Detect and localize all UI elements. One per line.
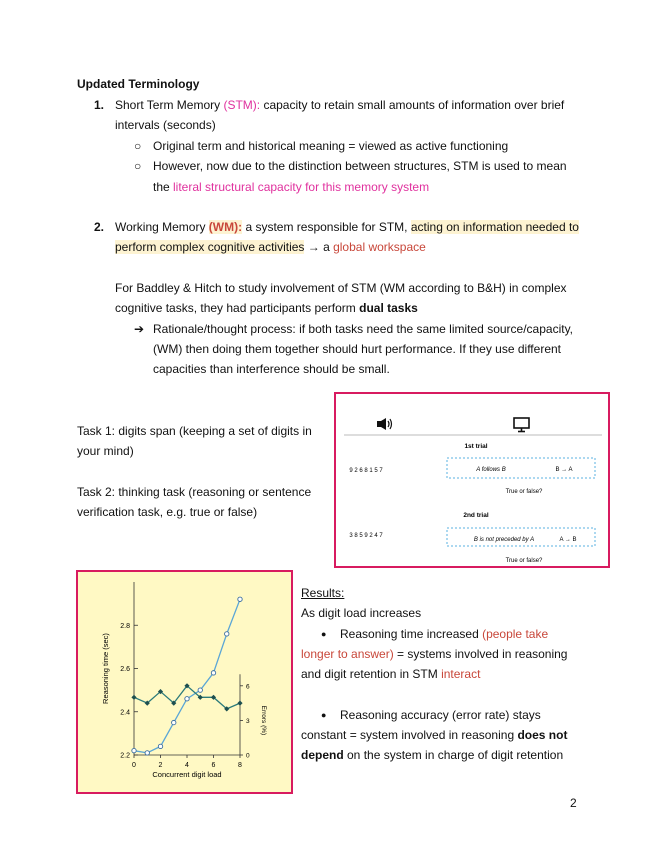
- monitor-icon: [514, 418, 529, 432]
- rationale-1: Rationale/thought process: if both tasks need the same limited source/capacity,: [153, 322, 574, 336]
- results-chart-frame: [76, 570, 293, 794]
- y-axis-label: Reasoning time (sec): [101, 633, 110, 704]
- reasoning-time-line: [134, 599, 240, 753]
- section-heading: Updated Terminology: [77, 77, 200, 91]
- people-take-text: (people take: [482, 627, 549, 641]
- para-line-2-text: cognitive tasks, they had participants perform: [115, 301, 360, 315]
- dual-task-figure: [334, 392, 610, 568]
- para-line-1: For Baddley & Hitch to study involvement of STM (WM according to B&H) in complex: [115, 281, 567, 295]
- x-tick-label: 4: [185, 762, 189, 769]
- list-number-1: 1.: [94, 98, 105, 112]
- true-false-2: True or false?: [505, 558, 543, 564]
- results-b2-line-3: [301, 747, 563, 763]
- true-false-1: True or false?: [505, 489, 543, 495]
- errors-point: [131, 695, 136, 700]
- reasoning-time-point: [198, 688, 202, 692]
- reasoning-time-point: [172, 720, 176, 724]
- results-line-1: As digit load increases: [301, 606, 422, 620]
- wm-definition: [115, 219, 579, 235]
- constant-text: constant = system involved in reasoning: [301, 728, 518, 742]
- digits-2: 3 8 5 9 2 4 7: [349, 533, 383, 539]
- sentence-2b: A → B: [559, 537, 577, 543]
- wm-desc: a system responsible for STM,: [242, 220, 411, 234]
- trial-2-label: 2nd trial: [463, 512, 489, 519]
- does-not-text: does not: [517, 728, 568, 742]
- rationale-2: (WM) then doing them together should hurt performance. If they use different: [153, 342, 561, 356]
- x-tick-label: 8: [238, 762, 242, 769]
- longer-to-answer-text: longer to answer): [301, 647, 394, 661]
- speaker-icon: [377, 418, 392, 430]
- digits-1: 9 2 6 8 1 5 7: [349, 468, 383, 474]
- wm-definition-cont: [115, 239, 426, 255]
- results-bullet-1: ●: [321, 629, 327, 639]
- chart-marks: [131, 597, 242, 755]
- y2-tick-label: 3: [246, 717, 250, 725]
- x-tick-label: 2: [158, 762, 163, 769]
- page-number: 2: [570, 796, 577, 810]
- sub-item-1: Original term and historical meaning = viewed as active functioning: [153, 139, 509, 153]
- task-1-line-1: Task 1: digits span (keeping a set of digits in: [77, 424, 312, 438]
- x-axis-label: Concurrent digit load: [152, 770, 222, 779]
- wm-highlight-1: acting on information needed to: [410, 220, 579, 234]
- y2-axis-label: Errors (%): [260, 705, 267, 736]
- wm-highlight-2: perform complex cognitive activities: [115, 240, 305, 254]
- digit-retention-system-text: on the system in charge of digit retention: [343, 748, 564, 762]
- y-tick-label: 2.2: [120, 752, 130, 760]
- task-1-line-2: your mind): [77, 444, 134, 458]
- y2-tick-label: 6: [246, 683, 250, 691]
- dual-task-svg: [336, 394, 608, 566]
- chart-axes: [101, 582, 267, 779]
- trial-1-label: 1st trial: [464, 443, 488, 450]
- sub-item-2: However, now due to the distinction between structures, STM is used to mean: [153, 159, 567, 173]
- stm-definition: [115, 97, 564, 113]
- results-b2-line-2: [301, 727, 567, 743]
- interact-text: interact: [441, 667, 481, 681]
- results-b2-line-1: Reasoning accuracy (error rate) stays: [340, 708, 541, 722]
- stm-term: Short Term Memory: [115, 98, 224, 112]
- sentence-box-1: [447, 458, 595, 478]
- sub-item-2-pink: literal structural capacity for this memory system: [173, 180, 430, 194]
- rationale-3: capacities than interference should be small.: [153, 362, 390, 376]
- x-tick-label: 0: [132, 762, 136, 769]
- results-b1-line-2: [301, 646, 567, 662]
- y-tick-label: 2.8: [120, 622, 130, 630]
- sub-bullet-2: ○: [134, 159, 142, 173]
- y-tick-label: 2.4: [120, 709, 130, 717]
- sub-item-2-the: the: [153, 180, 174, 194]
- sentence-1a: A follows B: [476, 467, 506, 473]
- stm-desc: capacity to retain small amounts of information over brief: [260, 98, 565, 112]
- reasoning-time-point: [225, 632, 229, 636]
- arrow-bullet: ➔: [134, 322, 145, 336]
- wm-term: Working Memory: [115, 220, 209, 234]
- y-tick-label: 2.6: [120, 666, 130, 673]
- y2-tick-label: 0: [246, 752, 250, 760]
- global-workspace: global workspace: [333, 240, 426, 254]
- sentence-2a: B is not preceded by A: [473, 537, 535, 543]
- results-b1-line-1: [340, 626, 548, 642]
- dual-tasks: dual tasks: [359, 301, 418, 315]
- wm-abbr: (WM):: [208, 220, 243, 234]
- errors-point: [237, 701, 242, 706]
- stm-abbr: (STM):: [223, 98, 261, 112]
- reasoning-time-point: [238, 597, 242, 601]
- x-tick-label: 6: [211, 762, 216, 769]
- results-b1-line-3: [301, 666, 480, 682]
- reasoning-time-text: Reasoning time increased: [340, 627, 483, 641]
- task-2-line-1: Task 2: thinking task (reasoning or sentence: [77, 485, 312, 499]
- wm-arrow: → a: [304, 240, 334, 254]
- systems-involved-text: = systems involved in reasoning: [393, 647, 568, 661]
- list-number-2: 2.: [94, 220, 105, 234]
- results-chart: [78, 572, 291, 792]
- digit-retention-text: and digit retention in STM: [301, 667, 442, 681]
- reasoning-time-point: [145, 751, 149, 755]
- reasoning-time-point: [211, 671, 215, 675]
- stm-desc-cont: intervals (seconds): [115, 118, 216, 132]
- sub-item-2-cont: [153, 179, 429, 195]
- results-title: Results:: [301, 586, 345, 600]
- reasoning-time-point: [132, 748, 136, 752]
- depend-text: depend: [301, 748, 344, 762]
- task-2-line-2: verification task, e.g. true or false): [77, 505, 258, 519]
- para-line-2: [115, 300, 418, 316]
- sub-bullet-1: ○: [134, 139, 142, 153]
- reasoning-time-point: [185, 697, 189, 701]
- results-bullet-2: ●: [321, 710, 327, 720]
- reasoning-time-point: [158, 744, 162, 748]
- sentence-1b: B → A: [555, 467, 573, 473]
